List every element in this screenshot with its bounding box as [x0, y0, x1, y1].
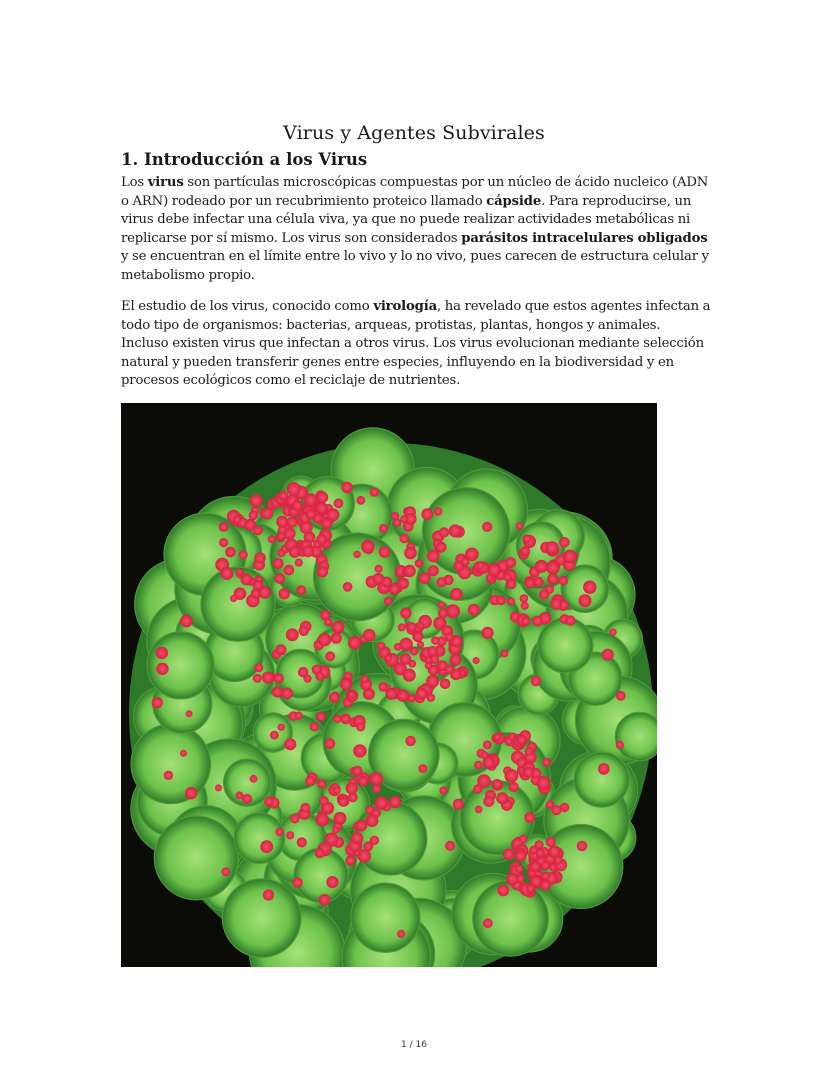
page-number: 1 / 16 [401, 1040, 427, 1050]
virion [438, 601, 445, 608]
virion [427, 550, 440, 563]
virion [400, 534, 409, 543]
virion [262, 672, 274, 684]
virion [301, 803, 311, 813]
virion [583, 581, 596, 594]
virion [290, 814, 299, 823]
virion [565, 615, 575, 625]
virion [415, 559, 424, 568]
virion [268, 535, 276, 543]
virion [546, 837, 556, 847]
virion [523, 767, 534, 778]
virion [340, 714, 351, 725]
virion [304, 675, 312, 683]
virion [525, 747, 533, 755]
virion [475, 806, 483, 814]
virion [316, 534, 327, 545]
virion [440, 679, 451, 690]
virion [497, 885, 509, 897]
virion [404, 547, 417, 560]
virion [559, 576, 569, 586]
virion [318, 633, 331, 646]
virion [394, 643, 402, 651]
virion [483, 757, 495, 769]
virion [355, 820, 367, 832]
cell-bleb [574, 752, 629, 807]
virion [474, 761, 483, 770]
virion [272, 687, 283, 698]
virion [483, 796, 494, 807]
virion [535, 560, 548, 573]
virion [405, 736, 415, 746]
text-run: Los [121, 175, 148, 190]
virion [384, 597, 393, 606]
virion [299, 626, 309, 636]
virion [152, 697, 163, 708]
virion [356, 722, 365, 731]
virion [505, 557, 516, 568]
virion [398, 623, 406, 631]
virion [483, 918, 493, 928]
virion [270, 731, 279, 740]
virion [287, 482, 301, 496]
virion [537, 776, 551, 790]
virion [334, 812, 347, 825]
section-heading: 1. Introducción a los Virus [121, 150, 368, 169]
virion [278, 724, 285, 731]
virion [180, 615, 193, 628]
virion [609, 629, 616, 636]
virion [450, 669, 462, 681]
virion [277, 532, 285, 540]
virion [379, 546, 391, 558]
virion [560, 803, 569, 812]
virion [249, 511, 258, 520]
virion [425, 662, 433, 670]
virion [493, 733, 501, 741]
virion [302, 545, 314, 557]
virion [507, 597, 515, 605]
cell-bleb [222, 879, 301, 958]
virion [250, 775, 258, 783]
cell-bleb [473, 881, 549, 957]
virion [305, 776, 315, 786]
virion [378, 682, 388, 692]
virion [445, 633, 454, 642]
virion [240, 574, 252, 586]
virion [358, 776, 369, 787]
virion [353, 551, 360, 558]
virion [483, 741, 492, 750]
virion [332, 827, 339, 834]
virion [407, 622, 417, 632]
virion [440, 787, 448, 795]
virion [439, 527, 449, 537]
virion [284, 565, 295, 576]
virion [236, 792, 244, 800]
virion [524, 812, 535, 823]
virion [525, 578, 536, 589]
virion [331, 633, 342, 644]
virion [547, 573, 558, 584]
virion [377, 642, 385, 650]
virion [548, 846, 560, 858]
virion [516, 522, 524, 530]
cell-bleb [147, 632, 214, 699]
virion [539, 589, 549, 599]
virion [385, 688, 397, 700]
virion [253, 526, 263, 536]
virion [400, 515, 408, 523]
virion [559, 537, 570, 548]
virion [476, 562, 484, 570]
virion [219, 522, 229, 532]
virus-infected-cell-image [121, 403, 657, 967]
virion [450, 588, 462, 600]
virion [446, 604, 460, 618]
virion [185, 787, 197, 799]
virion [419, 572, 431, 584]
virion [428, 565, 439, 576]
virion [219, 538, 228, 547]
virion [430, 655, 439, 664]
paragraph-virology [121, 298, 711, 391]
virion [370, 836, 379, 845]
virion [365, 814, 378, 827]
virion [286, 628, 299, 641]
virion [254, 552, 265, 563]
virion [338, 797, 348, 807]
virion [503, 849, 515, 861]
virion [264, 797, 274, 807]
virion [329, 692, 340, 703]
virion [316, 813, 329, 826]
virion [577, 841, 588, 852]
virion [616, 741, 624, 749]
virion [426, 675, 439, 688]
virion [598, 763, 610, 775]
text-run: , ha revelado que estos agentes infectan a todo tipo de organismos: bacterias, arqueas, protistas, plantas, hongos y animales. Incluso existen virus que infectan a otros virus. Los virus evolucionan mediante selección natural y pueden transferir genes entre especies, influyendo en la biodiversidad y en procesos ecológicos como el reciclaje de nutrientes. [121, 299, 711, 389]
virion [358, 849, 371, 862]
virion [506, 579, 516, 589]
virion [473, 657, 480, 664]
virion [379, 524, 388, 533]
virion [520, 546, 530, 556]
virion [421, 508, 433, 520]
virion [517, 735, 527, 745]
virion [398, 578, 410, 590]
virion [515, 850, 527, 862]
virion [579, 594, 592, 607]
virion [260, 840, 273, 853]
cell-bleb [131, 724, 211, 804]
virion [522, 617, 531, 626]
virion [532, 616, 543, 627]
virion [453, 561, 464, 572]
virion [279, 588, 290, 599]
virion [310, 722, 319, 731]
virion [297, 837, 307, 847]
virion [275, 644, 286, 655]
virion [403, 669, 416, 682]
virion [289, 546, 301, 558]
virion [239, 550, 248, 559]
virion [449, 524, 462, 537]
virion [286, 831, 294, 839]
virion [315, 672, 324, 681]
virion [292, 500, 303, 511]
virion [550, 598, 562, 610]
virion [346, 782, 358, 794]
virion [509, 782, 519, 792]
virion [164, 771, 173, 780]
virion [563, 550, 577, 564]
virion [261, 508, 273, 520]
virion [616, 691, 626, 701]
cell-bleb [538, 618, 593, 673]
virion [221, 567, 234, 580]
virion [521, 602, 529, 610]
virion [292, 877, 302, 887]
virion [501, 650, 509, 658]
virion [186, 710, 193, 717]
virion [526, 884, 535, 893]
virion [315, 848, 325, 858]
virion [242, 794, 252, 804]
cell-bleb [234, 813, 285, 864]
virion [250, 494, 263, 507]
text-run: y se encuentran en el límite entre lo vivo y lo no vivo, pues carecen de estructura celular y metabolismo propio. [121, 249, 709, 283]
virion [496, 596, 506, 606]
virion [221, 867, 230, 876]
virion [254, 663, 263, 672]
virion [333, 715, 341, 723]
virion [253, 674, 262, 683]
virion [375, 796, 388, 809]
virion [274, 673, 284, 683]
virion [281, 688, 293, 700]
bold-term: virología [373, 299, 437, 314]
virion [273, 558, 284, 569]
virion [363, 629, 375, 641]
virion [253, 580, 264, 591]
bold-term: cápside [486, 193, 542, 209]
virion [434, 507, 442, 515]
virion [275, 828, 283, 836]
virion [541, 861, 550, 870]
virion [418, 764, 427, 773]
virion [356, 496, 365, 505]
virion [375, 565, 383, 573]
virion [340, 678, 352, 690]
virion [295, 712, 303, 720]
virion [397, 930, 405, 938]
virion [296, 585, 306, 595]
virion [496, 792, 508, 804]
virion [334, 499, 344, 509]
virion [180, 750, 187, 757]
virion [341, 482, 352, 493]
virion [393, 519, 401, 527]
cell-bleb [351, 883, 420, 952]
virion [332, 621, 345, 634]
virion [325, 738, 336, 749]
virion [523, 534, 532, 543]
cell-bleb [201, 567, 275, 641]
virion [343, 582, 353, 592]
virion [369, 772, 383, 786]
virion [515, 865, 524, 874]
virion [352, 766, 362, 776]
virion [348, 636, 361, 649]
document-title: Virus y Agentes Subvirales [283, 122, 545, 144]
virion [324, 618, 332, 626]
paragraph-intro [121, 174, 711, 286]
bold-term: virus [147, 175, 184, 190]
virion [436, 542, 447, 553]
virion [545, 541, 558, 554]
virion [437, 577, 447, 587]
virion [445, 841, 455, 851]
virion [156, 647, 168, 659]
virion [215, 784, 222, 791]
text-run: son partículas microscópicas compuestas por un núcleo de ácido nucleico (ADN o ARN) rodeado por un recubrimiento proteico llamado [121, 175, 709, 209]
text-run: . Para reproducirse, un virus debe infectar una célula viva, ya que no puede realizar actividades metabólicas ni replicarse por sí mismo. Los virus son considerados [121, 193, 692, 246]
virion [326, 876, 338, 888]
virion [287, 517, 298, 528]
virion [333, 787, 341, 795]
virion [541, 872, 549, 880]
virion [230, 595, 237, 602]
virion [385, 655, 392, 662]
cell-bleb [354, 802, 427, 875]
virion [551, 805, 561, 815]
virion [492, 779, 502, 789]
virion [361, 675, 369, 683]
text-run: El estudio de los virus, conocido como [121, 299, 374, 314]
virion [506, 873, 518, 885]
virion [410, 647, 418, 655]
virion [319, 894, 331, 906]
virion [602, 649, 614, 661]
virion [370, 488, 379, 497]
virion [353, 744, 366, 757]
virion [389, 796, 401, 808]
virion [319, 796, 329, 806]
virion [236, 568, 243, 575]
virion [397, 689, 410, 702]
virion [306, 509, 316, 519]
virion [225, 547, 236, 558]
virion [453, 799, 464, 810]
virion [348, 691, 356, 699]
virion [531, 676, 541, 686]
virion [468, 604, 480, 616]
virion [400, 607, 411, 618]
virion [156, 663, 168, 675]
virion [536, 849, 545, 858]
virion [450, 654, 462, 666]
cell-bleb [154, 816, 238, 900]
virion [431, 636, 440, 645]
virion [505, 769, 519, 783]
virion [403, 565, 415, 577]
virion [284, 738, 296, 750]
virion [519, 835, 527, 843]
virion [412, 631, 423, 642]
virion [317, 779, 326, 788]
virion [473, 784, 482, 793]
virion [276, 516, 288, 528]
virion [233, 515, 241, 523]
virion [351, 832, 363, 844]
virion [361, 540, 374, 553]
virion [317, 566, 328, 577]
virion [482, 522, 492, 532]
virion [316, 502, 328, 514]
virion [535, 840, 544, 849]
micrograph-figure [121, 403, 657, 967]
virion [295, 559, 303, 567]
virion [321, 518, 332, 529]
virion [274, 573, 285, 584]
virion [486, 574, 494, 582]
virion [520, 594, 529, 603]
virion [416, 688, 428, 700]
bold-term: parásitos intracelulares obligados [461, 230, 708, 246]
virion [263, 889, 274, 900]
virion [316, 712, 326, 722]
virion [345, 856, 355, 866]
virion [325, 651, 335, 661]
virion [381, 577, 392, 588]
virion [465, 548, 479, 562]
virion [417, 641, 424, 648]
virion [482, 627, 494, 639]
virion [408, 660, 416, 668]
virion [317, 492, 329, 504]
cell-bleb [615, 712, 657, 760]
virion [542, 758, 551, 767]
